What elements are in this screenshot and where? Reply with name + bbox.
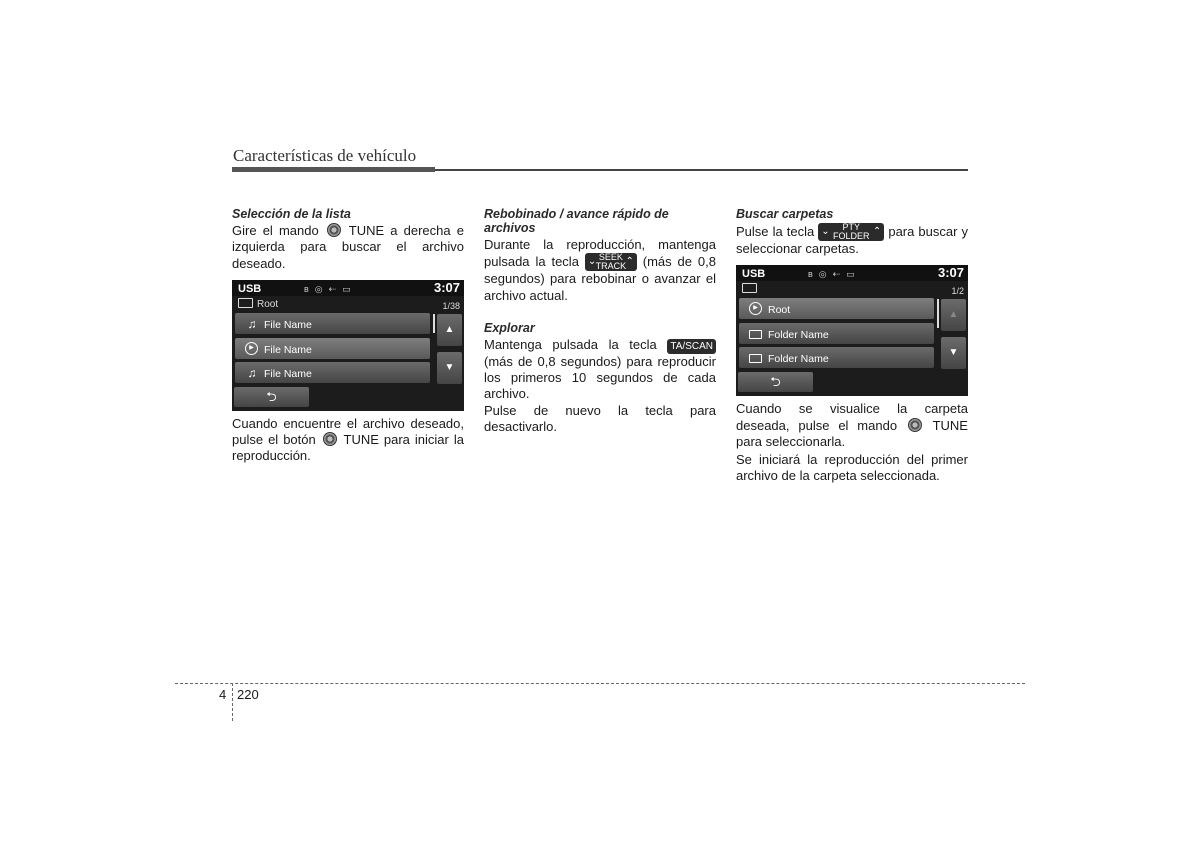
folder-path [238, 297, 462, 311]
text-fragment: TUNE para seleccionarla. [736, 417, 968, 449]
disc-icon: ◎ [314, 283, 329, 294]
column-rewind-scan [484, 207, 716, 435]
list-item-playing[interactable] [235, 338, 430, 359]
footer-rule [175, 683, 1025, 684]
path-label: Root [257, 298, 279, 310]
paragraph-playback-start: Se iniciará la reproducción del primer archivo de la carpeta seleccionada. [736, 452, 968, 484]
key-label-top: PTY [842, 222, 861, 232]
list-item[interactable] [739, 323, 934, 344]
column-list-selection [232, 207, 464, 465]
list-item[interactable] [739, 347, 934, 368]
pty-folder-key [818, 223, 884, 241]
paragraph-turn-knob [232, 223, 464, 272]
key-label-bottom: FOLDER [833, 231, 870, 241]
folder-icon [749, 330, 762, 339]
scroll-up-button[interactable] [437, 314, 462, 346]
list-item-playing[interactable] [739, 298, 934, 319]
text-fragment: TUNE para iniciar la reproducción. [232, 432, 464, 464]
text-fragment: Durante la reproducción, mantenga pulsada la tecla [484, 237, 716, 270]
disc-icon: ◎ [818, 269, 833, 280]
usb-icon: ⇠ [832, 269, 847, 280]
list-item-label: Root [768, 304, 791, 317]
text-fragment: para buscar y seleccionar carpetas. [736, 224, 968, 256]
folder-open-icon [238, 298, 253, 308]
music-note-icon: ♫ [247, 365, 257, 380]
play-circle-icon: ▶ [245, 342, 258, 355]
arrow-up-icon: ▲ [948, 309, 959, 321]
scrollbar[interactable] [937, 299, 939, 328]
tune-knob-icon [327, 223, 341, 237]
paragraph-scan [484, 337, 716, 403]
back-button[interactable] [234, 387, 309, 407]
bluetooth-icon: ʙ [808, 269, 819, 280]
usb-file-list-screen [232, 280, 464, 411]
footer-divider [232, 683, 233, 721]
arrow-up-icon: ▲ [444, 323, 455, 335]
arrow-down-icon: ▼ [444, 361, 455, 373]
list-item-label: File Name [264, 318, 312, 331]
chevron-up-icon: ⌃ [872, 226, 882, 237]
back-arrow-icon: ⮌ [266, 388, 277, 404]
clock: 3:07 [433, 279, 460, 295]
bluetooth-icon: ʙ [304, 283, 315, 294]
battery-icon: ▭ [342, 283, 357, 294]
source-label: USB [742, 268, 766, 281]
text-fragment: TUNE a derecha e izquierda para buscar el archivo deseado. [232, 223, 464, 271]
header-rule-accent [232, 167, 435, 172]
arrow-down-icon: ▼ [948, 347, 959, 359]
status-icons [304, 281, 357, 297]
file-counter: 1/38 [442, 300, 460, 311]
status-icons [808, 266, 861, 282]
paragraph-seek [484, 237, 716, 304]
source-label: USB [238, 282, 262, 295]
scroll-down-button[interactable] [941, 337, 966, 369]
clock: 3:07 [937, 265, 964, 281]
battery-icon: ▭ [846, 269, 861, 280]
chevron-up-icon: ⌃ [625, 256, 634, 268]
key-label-top: SEEK [598, 252, 623, 263]
paragraph-folder-key [736, 223, 968, 257]
list-item-label: Folder Name [768, 329, 829, 342]
ta-scan-key: TA/SCAN [667, 339, 716, 354]
list-item-label: Folder Name [768, 353, 829, 366]
list-item-label: File Name [264, 343, 312, 356]
paragraph-select-folder [736, 401, 968, 450]
text-fragment: Gire el mando [232, 223, 319, 238]
paragraph-press-tune [232, 416, 464, 465]
screen-status-bar [736, 265, 968, 281]
section-title-scan: Explorar [484, 320, 535, 335]
chevron-down-icon: ⌄ [821, 226, 830, 237]
section-title-list-selection: Selección de la lista [232, 207, 351, 221]
folder-counter: 1/2 [951, 286, 964, 297]
list-item-label: File Name [264, 367, 312, 380]
back-arrow-icon: ⮌ [770, 374, 781, 390]
back-button[interactable] [738, 372, 813, 392]
scroll-up-button[interactable] [941, 299, 966, 331]
text-fragment: (más de 0,8 segundos) para rebobinar o avanzar el archivo actual. [484, 254, 716, 303]
scroll-down-button[interactable] [437, 352, 462, 384]
section-title-folder-search: Buscar carpetas [736, 207, 834, 221]
column-folder-search [736, 207, 968, 485]
tune-knob-icon [323, 432, 337, 446]
folder-path [742, 282, 966, 296]
chapter-number: 4 [219, 687, 227, 702]
list-item[interactable] [235, 313, 430, 334]
text-fragment: (más de 0,8 segundos) para reproducir los primeros 10 segundos de cada archivo. [484, 353, 716, 402]
list-item[interactable] [235, 362, 430, 383]
play-circle-icon: ▶ [749, 302, 762, 315]
text-fragment: Cuando se visualice la carpeta deseada, pulse el mando [736, 401, 968, 433]
usb-folder-list-screen [736, 265, 968, 396]
music-note-icon: ♫ [247, 316, 257, 331]
chevron-down-icon: ⌄ [587, 256, 597, 268]
screen-status-bar [232, 280, 464, 296]
section-title-rewind: Rebobinado / avance rápido de archivos [484, 207, 669, 235]
paragraph-deactivate: Pulse de nuevo la tecla para desactivarlo. [484, 402, 716, 435]
usb-icon: ⇠ [328, 283, 343, 294]
folder-icon [749, 354, 762, 363]
page-number: 220 [237, 687, 259, 702]
scrollbar[interactable] [433, 314, 435, 333]
tune-knob-icon [908, 418, 922, 432]
folder-open-icon [742, 283, 757, 293]
key-label-bottom: TRACK [595, 261, 627, 272]
seek-track-key [585, 253, 637, 271]
text-fragment: Cuando encuentre el archivo deseado, pulse el botón [232, 415, 464, 448]
text-fragment: Pulse la tecla [736, 224, 815, 239]
text-fragment: Mantenga pulsada la tecla [484, 336, 657, 352]
page-header-title: Características de vehículo [233, 146, 417, 165]
